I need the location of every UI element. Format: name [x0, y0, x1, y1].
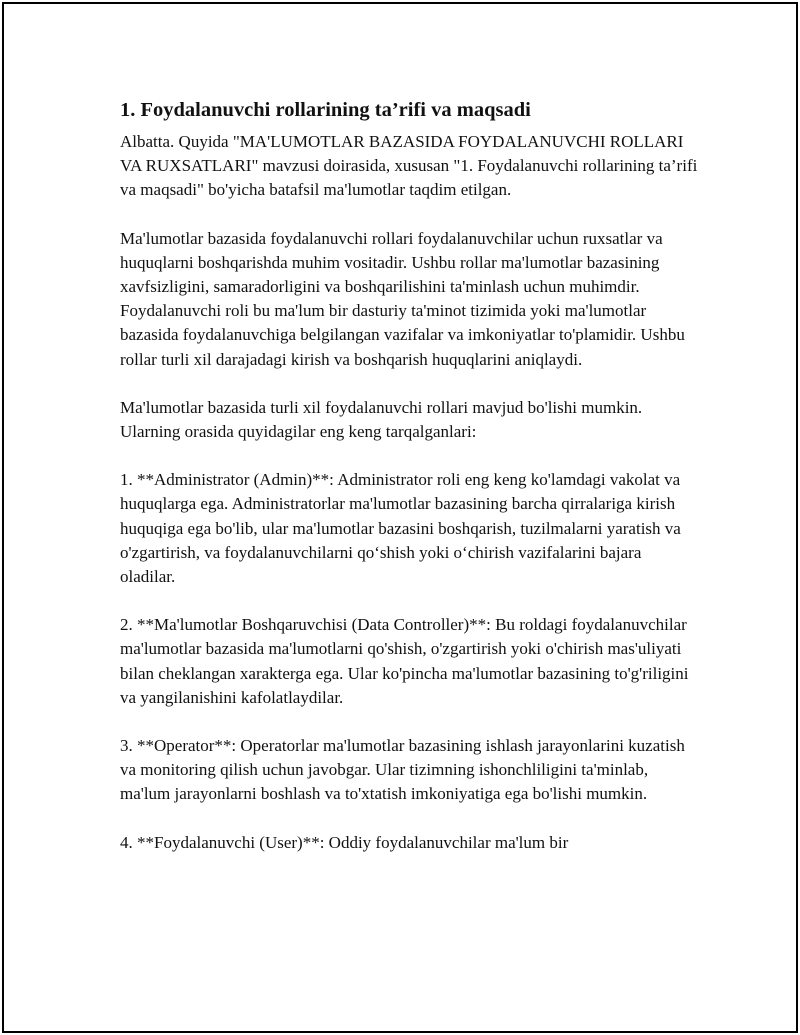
section-heading: 1. Foydalanuvchi rollarining ta’rifi va maqsadi: [120, 99, 531, 121]
document-page: [2, 2, 798, 1033]
role-item-administrator: 1. **Administrator (Admin)**: Administrator roli eng keng ko'lamdagi vakolat va huquqlarga ega. Administratorlar ma'lumotlar bazasining barcha qirralariga kirish huquqiga ega bo'lib, ular ma'lumotlar bazasini boshqarish, tuzilmalarni yaratish va o'zgartirish, va foydalanuvchilarni qo‘shish yoki o‘chirish vazifalarini bajara oladilar.: [120, 470, 681, 587]
role-item-data-controller: 2. **Ma'lumotlar Boshqaruvchisi (Data Controller)**: Bu roldagi foydalanuvchilar ma'lumotlar bazasida ma'lumotlarni qo'shish, o'zgartirish yoki o'chirish mas'uliyati bilan cheklangan xarakterga ega. Ular ko'pincha ma'lumotlar bazasining to'g'riligini va yangilanishini kafolatlaydilar.: [120, 615, 689, 707]
role-item-user: 4. **Foydalanuvchi (User)**: Oddiy foydalanuvchilar ma'lum bir: [120, 832, 569, 852]
document-body: [120, 96, 700, 879]
roles-intro-paragraph: Ma'lumotlar bazasida turli xil foydalanuvchi rollari mavjud bo'lishi mumkin. Ularning orasida quyidagilar eng keng tarqalganlari:: [120, 397, 643, 442]
intro-paragraph: Albatta. Quyida "MA'LUMOTLAR BAZASIDA FOYDALANUVCHI ROLLARI VA RUXSATLARI" mavzusi doirasida, xususan "1. Foydalanuvchi rollarining ta’rifi va maqsadi" bo'yicha batafsil ma'lumotlar taqdim etilgan.: [120, 132, 698, 200]
role-item-operator: 3. **Operator**: Operatorlar ma'lumotlar bazasining ishlash jarayonlarini kuzatish va monitoring qilish uchun javobgar. Ular tizimning ishonchliligini ta'minlab, ma'lum jarayonlarni boshlash va to'xtatish imkoniyatiga ega bo'lishi mumkin.: [120, 736, 685, 804]
definition-paragraph: Ma'lumotlar bazasida foydalanuvchi rollari foydalanuvchilar uchun ruxsatlar va huquqlarni boshqarishda muhim vositadir. Ushbu rollar ma'lumotlar bazasining xavfsizligini, samaradorligini va boshqarilishini ta'minlash uchun muhimdir. Foydalanuvchi roli bu ma'lum bir dasturiy ta'minot tizimida yoki ma'lumotlar bazasida foydalanuvchiga belgilangan vazifalar va imkoniyatlar to'plamidir. Ushbu rollar turli xil darajadagi kirish va boshqarish huquqlarini aniqlaydi.: [120, 228, 685, 369]
